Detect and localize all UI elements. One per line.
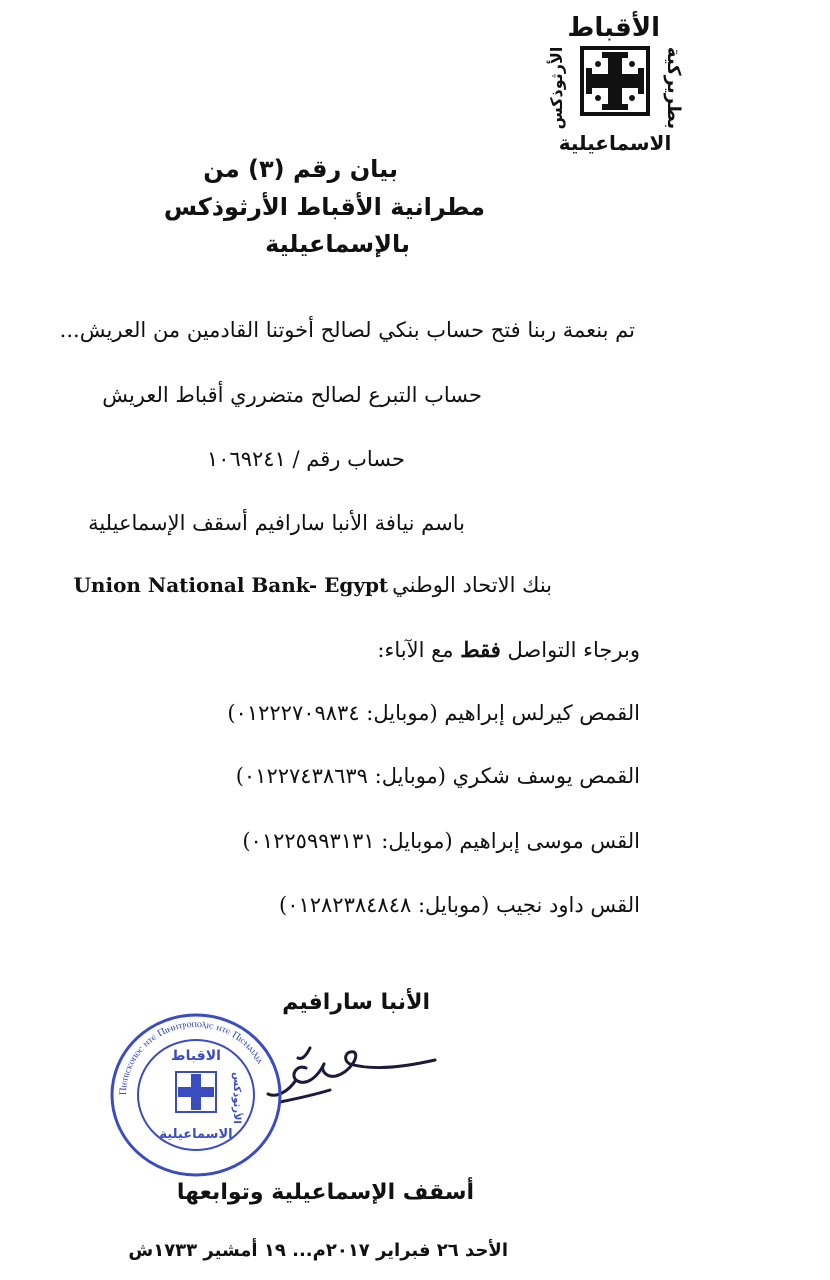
contact-prefix: وبرجاء التواصل bbox=[507, 638, 640, 662]
title-line-1: بيان رقم (٣) من bbox=[203, 155, 398, 183]
contact-item: القمص يوسف شكري (موبايل: ٠١٢٢٧٤٣٨٦٣٩) bbox=[235, 764, 640, 788]
diocese-logo bbox=[540, 8, 690, 158]
logo-top-text: الأقباط bbox=[567, 13, 660, 43]
bank-line bbox=[73, 573, 552, 597]
account-number-text: حساب رقم / ١٠٦٩٢٤١ bbox=[206, 447, 405, 471]
logo-bottom-text: الاسماعيلية bbox=[558, 131, 672, 155]
seal-inner-bottom: الاسماعيلية bbox=[159, 1127, 233, 1142]
bank-name-english: Union National Bank- Egypt bbox=[73, 573, 389, 597]
contact-bold-word: فقط bbox=[460, 637, 501, 662]
seal-inner-mid: الأرثوذكس bbox=[231, 1072, 242, 1124]
coptic-cross-icon bbox=[582, 48, 648, 114]
signatory-name: الأنبا سارافيم bbox=[282, 990, 430, 1015]
account-purpose-text: حساب التبرع لصالح متضرري أقباط العريش bbox=[102, 383, 482, 407]
logo-side-left-text: الأرثوذكس bbox=[547, 46, 566, 130]
title-line-3: بالإسماعيلية bbox=[265, 230, 410, 258]
contact-item: القس موسى إبراهيم (موبايل: ٠١٢٢٥٩٩٣١٣١) bbox=[242, 829, 640, 853]
seal-inner-top: الاقباط bbox=[171, 1048, 221, 1064]
contact-suffix: مع الآباء: bbox=[377, 638, 454, 662]
contact-instruction bbox=[377, 637, 640, 662]
title-line-2: مطرانية الأقباط الأرثوذكس bbox=[163, 193, 485, 221]
seal-ring-text: Ⲡⲓⲉⲡⲓⲥⲕⲟⲡⲟⲥ ⲛⲧⲉ Ⲡⲓⲙⲏⲧⲣⲟⲡⲟⲗⲓⲥ ⲛⲧⲉ Ⲡⲓⲥⲙⲁⲓⲗⲓⲁ bbox=[117, 1018, 266, 1096]
seal-cross-icon bbox=[176, 1072, 216, 1112]
statement-date: الأحد ٢٦ فبراير ٢٠١٧م... ١٩ أمشير ١٧٣٣ش bbox=[128, 1240, 508, 1261]
official-seal bbox=[106, 1010, 286, 1180]
contact-item: القمص كيرلس إبراهيم (موبايل: ٠١٢٢٢٧٠٩٨٣٤) bbox=[227, 701, 640, 725]
contact-item: القس داود نجيب (موبايل: ٠١٢٨٢٣٨٤٨٤٨) bbox=[278, 893, 640, 917]
signatory-title: أسقف الإسماعيلية وتوابعها bbox=[176, 1180, 474, 1205]
logo-side-right-text: بطريركية bbox=[663, 46, 684, 130]
account-name-text: باسم نيافة الأنبا سارافيم أسقف الإسماعيلية bbox=[88, 511, 465, 535]
bank-name-arabic: بنك الاتحاد الوطني bbox=[392, 573, 552, 597]
intro-text: تم بنعمة ربنا فتح حساب بنكي لصالح أخوتنا القادمين من العريش... bbox=[59, 318, 635, 342]
